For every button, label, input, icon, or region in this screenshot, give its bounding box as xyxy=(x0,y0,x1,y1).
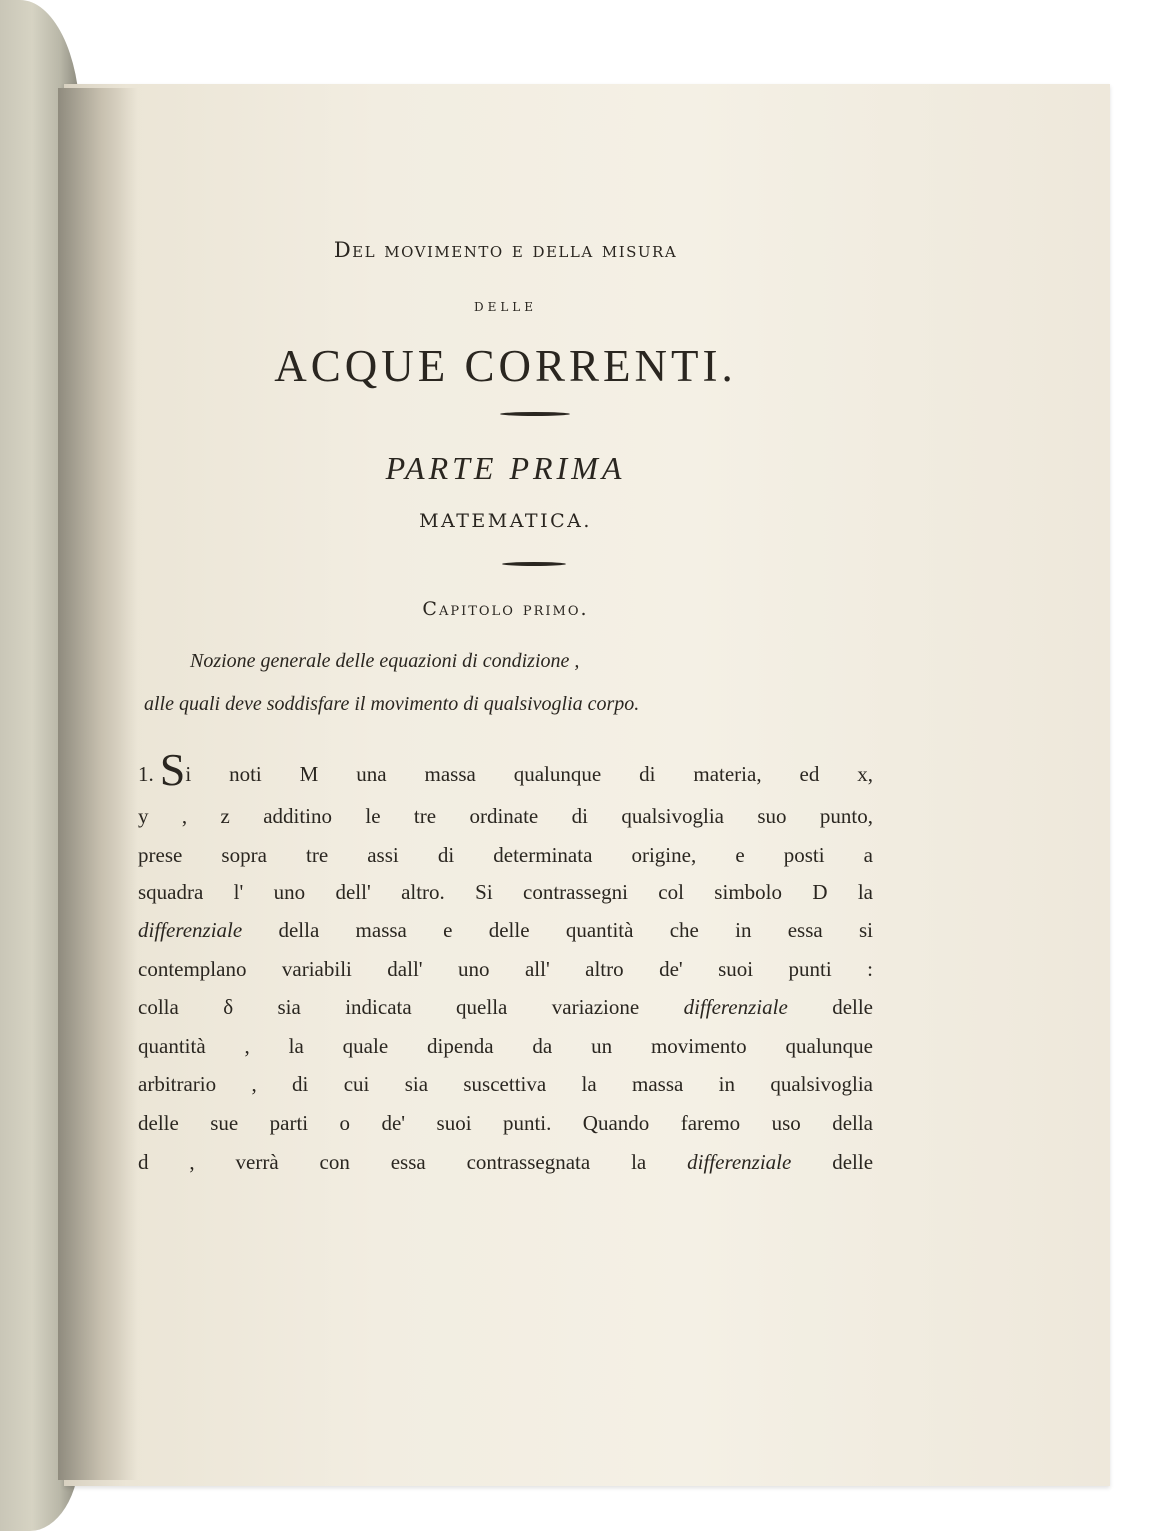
drop-cap: S xyxy=(159,744,186,795)
paragraph-line-5-text: della massa e delle quantità che in essa si xyxy=(278,918,874,942)
paragraph-line-8: quantità , la quale dipenda da un movimento qualunque xyxy=(138,1034,873,1058)
paragraph-line-1 xyxy=(138,744,873,795)
title-rule-ornament xyxy=(500,412,570,416)
book-title: ACQUE CORRENTI. xyxy=(274,341,737,391)
paragraph-line-7-text-b: delle xyxy=(832,995,873,1019)
chapter-title-line-1: Nozione generale delle equazioni di condizione , xyxy=(190,650,580,672)
paragraph-line-3: prese sopra tre assi di determinata origine, e posti a xyxy=(138,843,873,867)
paragraph-line-9: arbitrario , di cui sia suscettiva la massa in qualsivoglia xyxy=(138,1072,873,1096)
paragraph-line-11-text-a: d , verrà con essa contrassegnata la xyxy=(138,1150,647,1174)
paragraph-line-10: delle sue parti o de' suoi punti. Quando faremo uso della xyxy=(138,1111,873,1135)
part-subtitle: MATEMATICA. xyxy=(419,510,592,532)
chapter-title-line-2: alle quali deve soddisfare il movimento di qualsivoglia corpo. xyxy=(144,693,640,715)
paragraph-line-7 xyxy=(138,995,873,1020)
italic-term: differenziale xyxy=(683,995,788,1019)
part-heading: PARTE PRIMA xyxy=(385,450,626,486)
chapter-heading: Capitolo primo. xyxy=(422,598,589,620)
italic-term: differenziale xyxy=(138,918,243,942)
part-rule-ornament xyxy=(502,562,566,566)
italic-term: differenziale xyxy=(687,1150,792,1174)
paragraph-number: 1. xyxy=(138,762,154,786)
paragraph-line-6: contemplano variabili dall' uno all' altro de' suoi punti : xyxy=(138,957,873,981)
paragraph-line-2: y , z additino le tre ordinate di qualsivoglia suo punto, xyxy=(138,804,873,828)
paragraph-line-1-text: i noti M una massa qualunque di materia, ed x, xyxy=(185,762,873,786)
paragraph-line-11-text-b: delle xyxy=(832,1150,874,1174)
paragraph-line-11 xyxy=(138,1150,873,1175)
paragraph-line-7-text-a: colla δ sia indicata quella variazione xyxy=(138,995,640,1019)
gutter-shadow xyxy=(58,88,138,1480)
header-line: Del movimento e della misura xyxy=(333,238,678,262)
paragraph-line-5 xyxy=(138,918,873,943)
header-delle: DELLE xyxy=(473,300,538,314)
paragraph-line-4: squadra l' uno dell' altro. Si contrassegni col simbolo D la xyxy=(138,880,873,904)
